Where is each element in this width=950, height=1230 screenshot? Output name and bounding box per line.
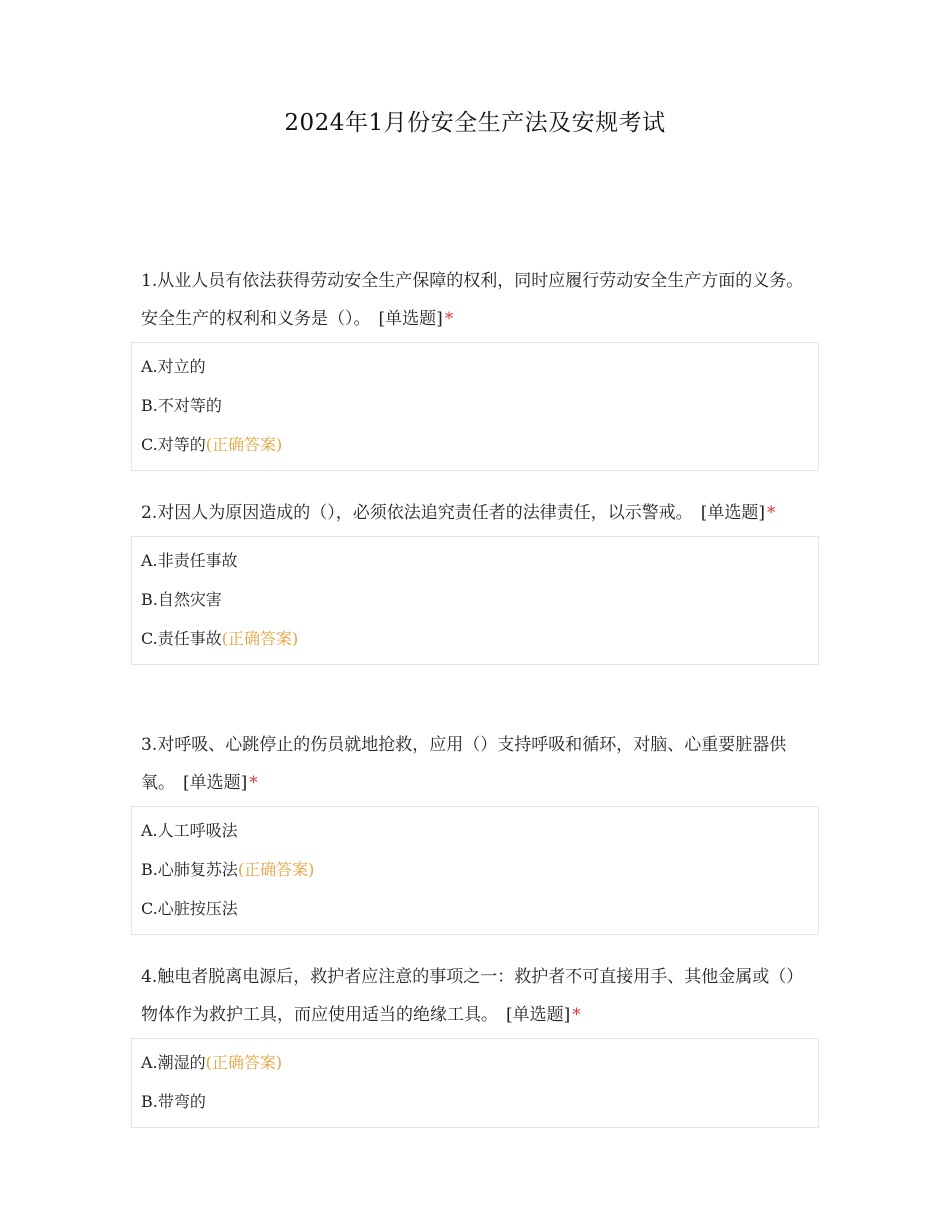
- question-text: [131, 494, 819, 532]
- option-list: [131, 806, 819, 935]
- option-a[interactable]: [132, 347, 818, 386]
- question-text: [131, 726, 819, 802]
- option-label: C.对等的: [141, 435, 206, 454]
- correct-answer-tag: (正确答案): [221, 629, 299, 648]
- option-b[interactable]: [132, 1082, 818, 1121]
- option-c[interactable]: [132, 619, 818, 658]
- question-4: [131, 958, 819, 1128]
- question-2: [131, 494, 819, 665]
- option-b[interactable]: [132, 580, 818, 619]
- question-type: [单选题]: [700, 503, 765, 523]
- option-b[interactable]: [132, 386, 818, 425]
- option-label: B.心肺复苏法: [141, 860, 238, 879]
- option-label: B.带弯的: [141, 1092, 206, 1111]
- option-list: [131, 536, 819, 665]
- required-mark: *: [249, 773, 258, 793]
- option-c[interactable]: [132, 889, 818, 928]
- question-1: [131, 262, 819, 471]
- required-mark: *: [572, 1005, 581, 1025]
- option-a[interactable]: [132, 541, 818, 580]
- question-type: [单选题]: [183, 773, 248, 793]
- question-stem: 4.触电者脱离电源后，救护者应注意的事项之一：救护者不可直接用手、其他金属或（）物体作为救护工具，而应使用适当的绝缘工具。: [141, 967, 804, 1025]
- question-stem: 2.对因人为原因造成的（），必须依法追究责任者的法律责任，以示警戒。: [141, 503, 693, 523]
- option-label: A.潮湿的: [141, 1053, 206, 1072]
- correct-answer-tag: (正确答案): [237, 860, 315, 879]
- option-list: [131, 1038, 819, 1128]
- question-type: [单选题]: [506, 1005, 571, 1025]
- option-label: C.责任事故: [141, 629, 222, 648]
- option-label: B.自然灾害: [141, 590, 222, 609]
- correct-answer-tag: (正确答案): [205, 1053, 283, 1072]
- question-3: [131, 726, 819, 935]
- option-label: A.人工呼吸法: [141, 821, 238, 840]
- question-text: [131, 262, 819, 338]
- question-type: [单选题]: [378, 309, 443, 329]
- option-c[interactable]: [132, 425, 818, 464]
- option-list: [131, 342, 819, 471]
- question-stem: 3.对呼吸、心跳停止的伤员就地抢救，应用（）支持呼吸和循环，对脑、心重要脏器供氧。: [141, 735, 787, 793]
- page-title: 2024年1月份安全生产法及安规考试: [284, 110, 666, 136]
- option-label: A.对立的: [141, 357, 206, 376]
- option-a[interactable]: [132, 811, 818, 850]
- option-a[interactable]: [132, 1043, 818, 1082]
- option-label: B.不对等的: [141, 396, 222, 415]
- option-b[interactable]: [132, 850, 818, 889]
- option-label: A.非责任事故: [141, 551, 238, 570]
- required-mark: *: [766, 503, 776, 523]
- required-mark: *: [444, 309, 454, 329]
- option-label: C.心脏按压法: [141, 899, 238, 918]
- question-text: [131, 958, 819, 1034]
- question-stem: 1.从业人员有依法获得劳动安全生产保障的权利，同时应履行劳动安全生产方面的义务。安全生产的权利和义务是（）。: [141, 271, 804, 329]
- correct-answer-tag: (正确答案): [205, 435, 283, 454]
